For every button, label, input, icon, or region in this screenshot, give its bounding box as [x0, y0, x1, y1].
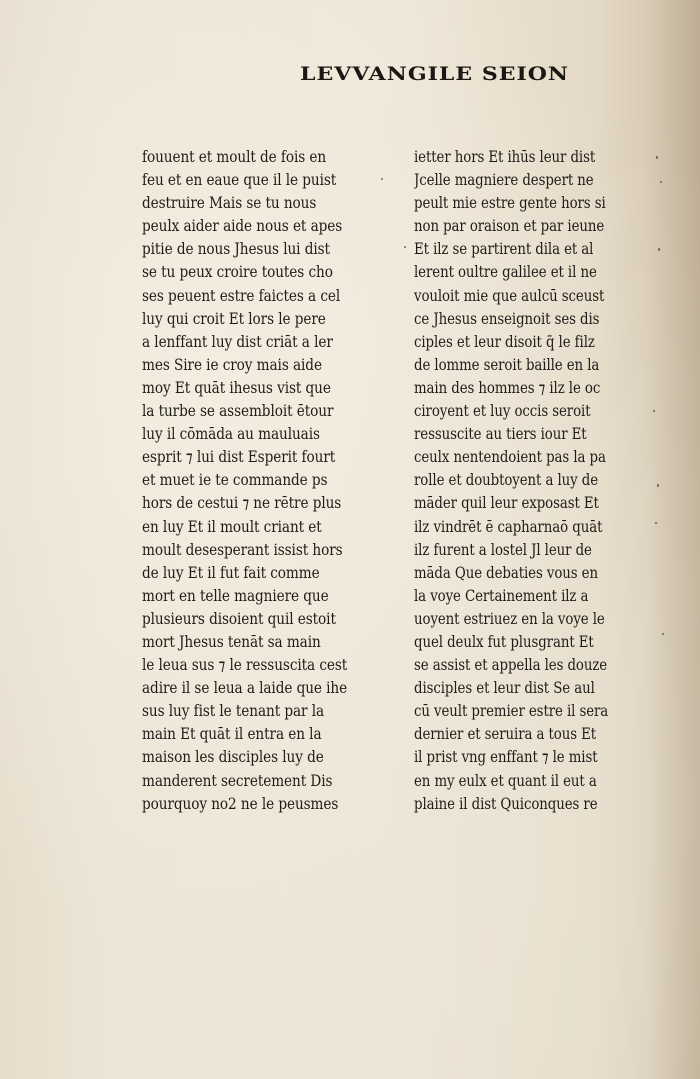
text-line: se assist et appella les douze [414, 656, 608, 675]
text-line: luy qui croit Et lors le pere [142, 309, 326, 328]
text-line: ressuscite au tiers iour Et [414, 425, 587, 444]
text-line: rolle et doubtoyent a luy de [414, 471, 599, 490]
text-line: ses peuent estre faictes a cel [142, 286, 341, 305]
text-line: il prist vng enffant ⁊ le mist [414, 748, 598, 767]
text-line: de luy Et il fut fait comme [142, 563, 320, 582]
ink-speck [658, 248, 660, 251]
text-line: moy Et quāt ihesus vist que [142, 378, 331, 397]
text-line: peulx aider aide nous et apes [142, 217, 343, 236]
text-line: mort en telle magniere que [142, 586, 329, 605]
text-line: plaine il dist Quiconques re [414, 794, 598, 813]
text-line: fouuent et moult de fois en [142, 148, 327, 166]
text-line: la voye Certainement ilz a [414, 586, 589, 605]
text-line: en luy Et il moult criant et [142, 517, 322, 536]
ink-speck [404, 246, 406, 248]
text-line: pourquoy no2 ne le peusmes [142, 794, 339, 813]
text-line: le leua sus ⁊ le ressuscita cest [142, 656, 348, 675]
text-line: ietter hors Et ihūs leur dist [414, 148, 596, 166]
text-line: main Et quāt il entra en la [142, 725, 322, 744]
text-line: ciroyent et luy occis seroit [414, 402, 591, 421]
ink-speck [655, 522, 657, 524]
text-line: ceulx nentendoient pas la pa [414, 448, 606, 467]
text-line: ciples et leur disoit q̄ le filz [414, 332, 595, 351]
text-line: en my eulx et quant il eut a [414, 771, 597, 790]
text-line: non par oraison et par ieune [414, 217, 605, 236]
text-line: vouloit mie que aulcū sceust [414, 286, 605, 305]
text-line: Jcelle magniere despert ne [414, 171, 594, 190]
text-line: moult desesperant issist hors [142, 540, 343, 559]
text-line: se tu peux croire toutes cho [142, 263, 333, 282]
ink-speck [662, 633, 664, 635]
text-line: ce Jhesus enseignoit ses dis [414, 309, 600, 328]
text-line: hors de cestui ⁊ ne rētre plus [142, 494, 342, 513]
ink-speck [653, 410, 655, 412]
text-line: uoyent estriuez en la voye le [414, 609, 605, 628]
text-line: ilz furent a lostel Jl leur de [414, 540, 592, 559]
text-line: a lenffant luy dist criāt a ler [142, 332, 333, 351]
text-line: main des hommes ⁊ ilz le oc [414, 378, 601, 397]
text-line: dernier et seruira a tous Et [414, 725, 597, 744]
text-line: mes Sire ie croy mais aide [142, 355, 322, 374]
text-line: esprit ⁊ lui dist Esperit fourt [142, 448, 336, 467]
text-line: Et ilz se partirent dila et al [414, 240, 594, 259]
text-line: lerent oultre galilee et il ne [414, 263, 597, 282]
left-text-column [142, 146, 392, 816]
text-line: quel deulx fut plusgrant Et [414, 632, 594, 651]
text-line: mort Jhesus tenāt sa main [142, 632, 321, 651]
text-line: cū veult premier estre il sera [414, 702, 609, 721]
text-line: manderent secretement Dis [142, 771, 333, 790]
text-line: adire il se leua a laide que ihe [142, 679, 348, 698]
text-line: de lomme seroit baille en la [414, 355, 600, 374]
text-line: et muet ie te commande ps [142, 471, 328, 490]
text-line: luy il cōmāda au mauluais [142, 425, 320, 444]
text-line: destruire Mais se tu nous [142, 194, 317, 213]
text-line: pitie de nous Jhesus lui dist [142, 240, 330, 259]
ink-speck [657, 484, 659, 487]
text-line: feu et en eaue que il le puist [142, 171, 337, 190]
text-line: māda Que debaties vous en [414, 563, 598, 582]
text-line: ilz vindrēt ē capharnaō quāt [414, 517, 603, 536]
ink-speck [381, 178, 383, 180]
text-line: sus luy fist le tenant par la [142, 702, 325, 721]
text-line: la turbe se assembloit ētour [142, 402, 334, 421]
right-text-column [414, 146, 666, 816]
text-line: māder quil leur exposast Et [414, 494, 599, 513]
text-line: plusieurs disoient quil estoit [142, 609, 336, 628]
text-line: disciples et leur dist Se aul [414, 679, 595, 698]
text-line: peult mie estre gente hors si [414, 194, 606, 213]
text-line: maison les disciples luy de [142, 748, 324, 767]
running-head: LEVVANGILE SEION [300, 63, 570, 86]
ink-speck [656, 156, 658, 159]
ink-speck [660, 181, 662, 183]
